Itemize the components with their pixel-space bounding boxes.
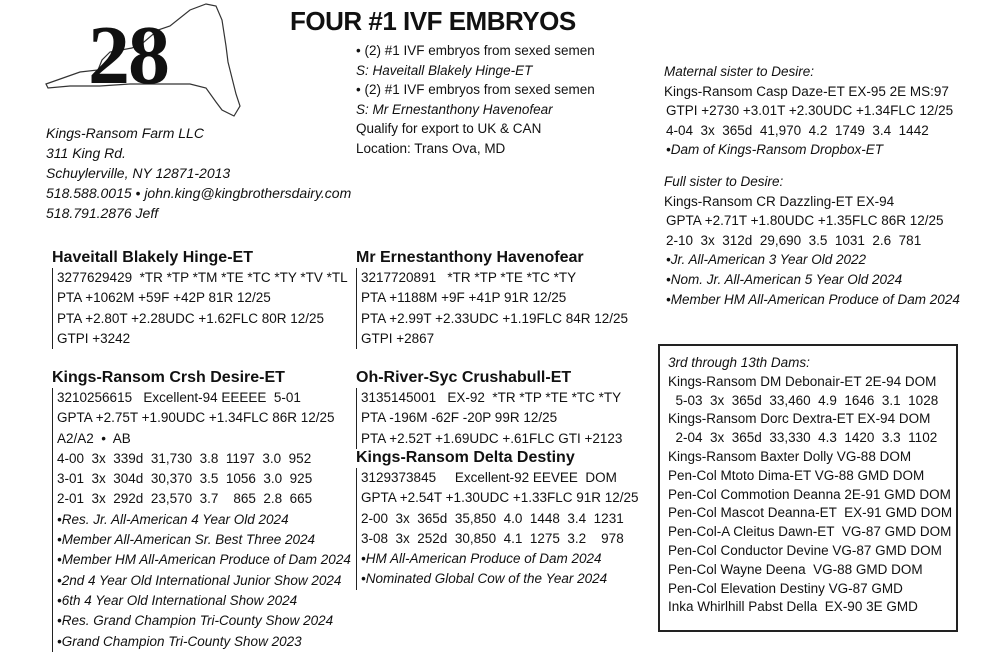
- dam-honor: •Res. Jr. All-American 4 Year Old 2024: [57, 511, 289, 527]
- dam-honor: •Member HM All-American Produce of Dam 2024: [57, 552, 351, 568]
- sire-line: 3277629429 *TR *TP *TM *TE *TC *TY *TV *TL: [57, 270, 348, 285]
- consignor-contact: 518.588.0015 • john.king@kingbrothersdairy.com: [46, 185, 352, 201]
- dam-honor: •Member All-American Sr. Best Three 2024: [57, 532, 316, 548]
- sire-line: GTPI +2867: [361, 330, 435, 346]
- full-sister-honor: •Jr. All-American 3 Year Old 2022: [666, 252, 867, 268]
- sire-name: Mr Ernestanthony Havenofear: [356, 249, 584, 266]
- second-dam-name: Kings-Ransom Delta Destiny: [356, 449, 575, 466]
- consignor-street: 311 King Rd.: [46, 145, 126, 161]
- dam-honor: •6th 4 Year Old International Show 2024: [57, 592, 298, 608]
- second-dam-record: 3-08 3x 252d 30,850 4.1 1275 3.2 978: [361, 530, 624, 546]
- sire-line: PTA +2.99T +2.33UDC +1.19FLC 84R 12/25: [361, 310, 629, 326]
- second-dam-line: 3129373845 Excellent-92 EEVEE DOM: [361, 470, 617, 485]
- full-sister-honor: •Member HM All-American Produce of Dam 2024: [666, 291, 960, 307]
- sire-line: PTA +1188M +9F +41P 91R 12/25: [361, 290, 567, 306]
- ancestry-line: Inka Whirlhill Pabst Della EX-90 3E GMD: [668, 599, 918, 615]
- sire-line: PTA +1062M +59F +42P 81R 12/25: [57, 290, 271, 306]
- dam-record: 4-00 3x 339d 31,730 3.8 1197 3.0 952: [57, 450, 312, 466]
- ancestry-line: Pen-Col Mtoto Dima-ET VG-88 GMD DOM: [668, 467, 925, 483]
- consignor-info: [46, 123, 351, 223]
- maternal-sister-honor: •Dam of Kings-Ransom Dropbox-ET: [666, 142, 884, 158]
- export-note: Qualify for export to UK & CAN: [356, 121, 542, 136]
- ancestry-record: 2-04 3x 365d 33,330 4.3 1420 3.3 1102: [668, 430, 938, 446]
- ancestry-record: 5-03 3x 365d 33,460 4.9 1646 3.1 1028: [668, 392, 939, 408]
- dam-record: 3-01 3x 304d 30,370 3.5 1056 3.0 925: [57, 471, 313, 487]
- full-sister-header: Full sister to Desire:: [664, 173, 784, 189]
- second-dam-record: 2-00 3x 365d 35,850 4.0 1448 3.4 1231: [361, 510, 624, 526]
- ancestry-line: Kings-Ransom Dorc Dextra-ET EX-94 DOM: [668, 411, 931, 427]
- ancestry-line: Kings-Ransom Baxter Dolly VG-88 DOM: [668, 448, 912, 464]
- ancestry-line: Pen-Col Elevation Destiny VG-87 GMD: [668, 580, 903, 596]
- sisters-column: [664, 62, 960, 309]
- dam-honor: •2nd 4 Year Old International Junior Show 2024: [57, 572, 342, 588]
- lot-number: 28: [88, 9, 168, 102]
- ancestry-line: Pen-Col Wayne Deena VG-88 GMD DOM: [668, 561, 923, 577]
- dam-sire-line: PTA -196M -62F -20P 99R 12/25: [361, 410, 558, 426]
- dam-sire-block: [356, 368, 622, 449]
- dam-sire-name: Oh-River-Syc Crushabull-ET: [356, 369, 572, 386]
- offering-list: [356, 41, 595, 158]
- sire-details: [52, 268, 348, 349]
- sire-name: Haveitall Blakely Hinge-ET: [52, 249, 253, 266]
- offering-sire: S: Mr Ernestanthony Havenofear: [356, 101, 553, 117]
- dam-name: Kings-Ransom Crsh Desire-ET: [52, 369, 285, 386]
- full-sister-line: GPTA +2.71T +1.80UDC +1.35FLC 86R 12/25: [666, 213, 944, 229]
- second-dam-honor: •HM All-American Produce of Dam 2024: [361, 551, 602, 567]
- dam-details: [52, 388, 351, 652]
- full-sister-name: Kings-Ransom CR Dazzling-ET EX-94: [664, 193, 895, 209]
- maternal-sister-header: Maternal sister to Desire:: [664, 64, 815, 79]
- sire-havenofear-block: [356, 248, 628, 349]
- dam-record: 2-01 3x 292d 23,570 3.7 865 2.8 665: [57, 491, 313, 507]
- consignor-phone: 518.791.2876 Jeff: [46, 205, 159, 221]
- dam-sire-line: 3135145001 EX-92 *TR *TP *TE *TC *TY: [361, 390, 622, 405]
- ancestry-box: [658, 344, 958, 632]
- ancestry-line: Pen-Col Mascot Deanna-ET EX-91 GMD DOM: [668, 505, 953, 521]
- location-note: Location: Trans Ova, MD: [356, 140, 506, 156]
- ancestry-line: Pen-Col Commotion Deanna 2E-91 GMD DOM: [668, 486, 951, 502]
- dam-sire-line: PTA +2.52T +1.69UDC +.61FLC GTI +2123: [361, 430, 623, 446]
- sire-line: PTA +2.80T +2.28UDC +1.62FLC 80R 12/25: [57, 310, 325, 326]
- full-sister-record: 2-10 3x 312d 29,690 3.5 1031 2.6 781: [666, 232, 922, 248]
- offering-sire: S: Haveitall Blakely Hinge-ET: [356, 62, 533, 78]
- dam-honor: •Grand Champion Tri-County Show 2023: [57, 633, 302, 649]
- full-sister-honor: •Nom. Jr. All-American 5 Year Old 2024: [666, 271, 903, 287]
- second-dam-details: [356, 468, 639, 590]
- sire-hinge-block: [52, 248, 348, 349]
- ancestry-header: 3rd through 13th Dams:: [668, 355, 810, 370]
- ancestry-line: Kings-Ransom DM Debonair-ET 2E-94 DOM: [668, 373, 937, 389]
- ancestry-line: Pen-Col Conductor Devine VG-87 GMD DOM: [668, 542, 942, 558]
- maternal-sister-record: 4-04 3x 365d 41,970 4.2 1749 3.4 1442: [666, 122, 929, 138]
- second-dam-line: GPTA +2.54T +1.30UDC +1.33FLC 91R 12/25: [361, 490, 639, 506]
- dam-desire-block: [52, 368, 351, 652]
- maternal-sister-line: GTPI +2730 +3.01T +2.30UDC +1.34FLC 12/25: [666, 103, 954, 119]
- second-dam-block: [356, 448, 639, 590]
- dam-line: 3210256615 Excellent-94 EEEEE 5-01: [57, 390, 301, 405]
- offering-line: • (2) #1 IVF embryos from sexed semen: [356, 82, 595, 97]
- dam-line: GPTA +2.75T +1.90UDC +1.34FLC 86R 12/25: [57, 410, 335, 426]
- sire-line: 3217720891 *TR *TP *TE *TC *TY: [361, 270, 577, 285]
- dam-honor: •Res. Grand Champion Tri-County Show 2024: [57, 613, 334, 629]
- second-dam-honor: •Nominated Global Cow of the Year 2024: [361, 571, 608, 587]
- sire-details: [356, 268, 628, 349]
- maternal-sister-name: Kings-Ransom Casp Daze-ET EX-95 2E MS:97: [664, 83, 949, 99]
- sire-line: GTPI +3242: [57, 330, 131, 346]
- dam-sire-details: [356, 388, 622, 449]
- consignor-city: Schuylerville, NY 12871-2013: [46, 165, 231, 181]
- ancestry-line: Pen-Col-A Cleitus Dawn-ET VG-87 GMD DOM: [668, 524, 952, 540]
- page-title: FOUR #1 IVF EMBRYOS: [290, 6, 576, 36]
- offering-line: • (2) #1 IVF embryos from sexed semen: [356, 43, 595, 58]
- dam-line: A2/A2 • AB: [57, 430, 131, 446]
- consignor-name: Kings-Ransom Farm LLC: [46, 125, 204, 141]
